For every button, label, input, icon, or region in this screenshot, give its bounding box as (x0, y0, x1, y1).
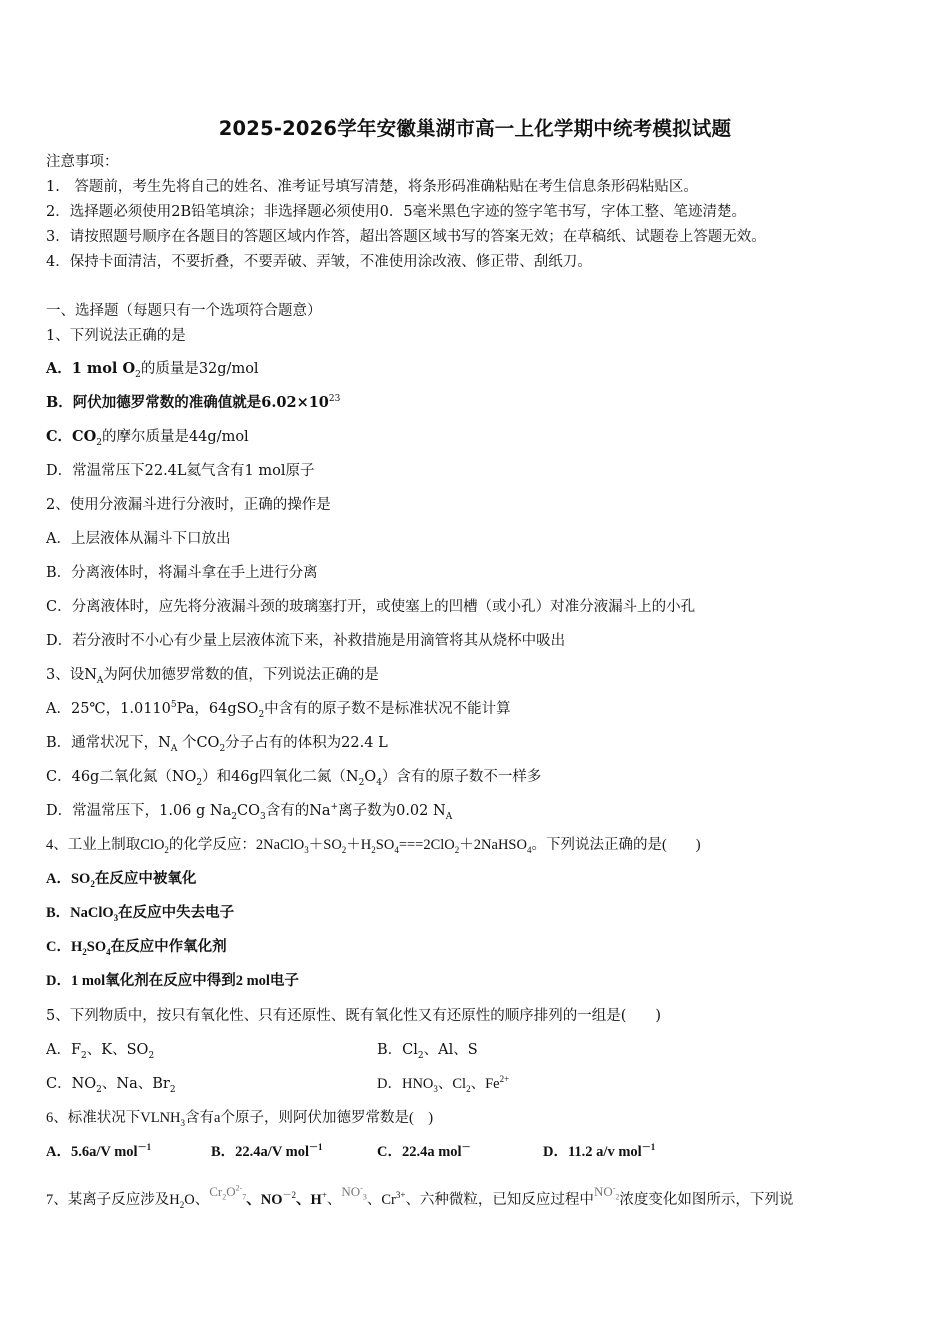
nitrate-ion-formula: $NO^-_3$ (341, 1183, 367, 1202)
notice-item: 2．选择题必须使用2B铅笔填涂；非选择题必须使用0．5毫米黑色字迹的签字笔书写，字体工整、笔迹清楚。 (46, 204, 747, 220)
question-4-option-b: B．NaClO$_3$在反应中失去电子 (46, 905, 235, 923)
question-5-stem: 5、下列物质中，按只有氧化性、只有还原性、既有氧化性又有还原性的顺序排列的一组是( ) (46, 1008, 662, 1024)
question-4-option-a: A．$SO_2$在反应中被氧化 (46, 871, 197, 889)
notice-item: 4．保持卡面清洁，不要折叠，不要弄破、弄皱，不准使用涂改液、修正带、刮纸刀。 (46, 254, 592, 270)
question-1-option-b: B．阿伏加德罗常数的准确值就是$6.02\times 10^{23}$ (46, 394, 341, 411)
question-2-option-b: B．分离液体时，将漏斗拿在手上进行分离 (46, 565, 318, 581)
question-3-stem: 3、设$N_A$为阿伏加德罗常数的值，下列说法正确的是 (46, 667, 379, 686)
nitrite-ion-formula: $NO^-_2$ (593, 1183, 620, 1202)
notice-item: 1. 答题前，考生先将自己的姓名、准考证号填写清楚，将条形码准确粘贴在考生信息条形码粘贴区。 (46, 179, 698, 195)
question-5-option-d: D．$HNO_3$、$Cl_2$、$Fe^{2+}$ (377, 1074, 510, 1094)
question-1-stem: 1、下列说法正确的是 (46, 328, 186, 344)
notice-item: 3．请按照题号顺序在各题目的答题区域内作答，超出答题区域书写的答案无效；在草稿纸、试题卷上答题无效。 (46, 229, 766, 245)
question-6-stem: 6、标准状况下$VLNH_3$含有a个原子，则阿伏加德罗常数是( ) (46, 1110, 434, 1128)
question-4-option-c: C．$H_2SO_4$在反应中作氧化剂 (46, 939, 227, 957)
question-5-option-a: A．$F_2$、K、$SO_2$ (46, 1042, 155, 1061)
question-6-option-c: C．22.4a mol－ (377, 1142, 471, 1160)
question-2-option-a: A．上层液体从漏斗下口放出 (46, 531, 231, 547)
question-4-stem: 4、工业上制取ClO$_2$的化学反应：$2NaClO_3+SO_2+H_2SO_4===2ClO_2+2NaHSO_4$。下列说法正确的是( ) (46, 837, 701, 855)
question-3-option-b: B．通常状况下，$N_A$ 个$CO_2$分子占有的体积为22.4 L (46, 735, 388, 754)
dichromate-ion-formula: $Cr_2O^{2-}_7$ (209, 1183, 247, 1202)
question-1-option-d: D．常温常压下22.4L氦气含有1 mol原子 (46, 463, 315, 479)
section-heading: 一、选择题（每题只有一个选项符合题意） (46, 303, 322, 319)
question-3-option-a: A．25℃，1.0110$^5$Pa，64gSO$_2$中含有的原子数不是标准状况不能计算 (46, 700, 511, 720)
notice-heading: 注意事项： (46, 154, 119, 170)
question-2-option-c: C．分离液体时，应先将分液漏斗颈的玻璃塞打开，或使塞上的凹槽（或小孔）对准分液漏斗上的小孔 (46, 599, 696, 615)
question-1-option-a: A．1 mol $O_2$的质量是32g/mol (46, 360, 259, 380)
question-6-option-b: B．22.4a/V mol$^{-1}$ (211, 1142, 323, 1160)
page-title: 2025-2026学年安徽巢湖市高一上化学期中统考模拟试题 (218, 117, 732, 140)
question-2-stem: 2、使用分液漏斗进行分液时，正确的操作是 (46, 497, 331, 513)
question-5-option-c: C．$NO_2$、Na、$Br_2$ (46, 1076, 176, 1095)
question-1-option-c: C．$CO_2$的摩尔质量是44g/mol (46, 428, 249, 448)
question-2-option-d: D．若分液时不小心有少量上层液体流下来，补救措施是用滴管将其从烧杯中吸出 (46, 633, 566, 649)
question-6-option-a: A．5.6a/V mol$^{-1}$ (46, 1142, 152, 1160)
question-3-option-c: C．46g二氧化氮$(NO_2)$和46g四氧化二氮$(N_2O_4)$含有的原子数不一样多 (46, 769, 542, 788)
question-3-option-d: D．常温常压下，1.06 g $Na_2CO_3$含有的Na+离子数为0.02 $N_A$ (46, 802, 453, 822)
question-5-option-b: B．$Cl_2$、Al、S (377, 1042, 478, 1061)
question-7-stem: 7、某离子反应涉及$H_2O$、$Cr_2O^{2-}_7$、$NO^{-2}$、H+、$NO^-_3$、$Cr^{3+}$、六种微粒，已知反应过程中$NO^-_2$浓度变化如图所示，下列说 (46, 1183, 794, 1210)
question-4-option-d: D．1 mol氧化剂在反应中得到2 mol电子 (46, 973, 299, 989)
question-6-option-d: D．11.2 a/v mol$^{-1}$ (543, 1142, 656, 1160)
